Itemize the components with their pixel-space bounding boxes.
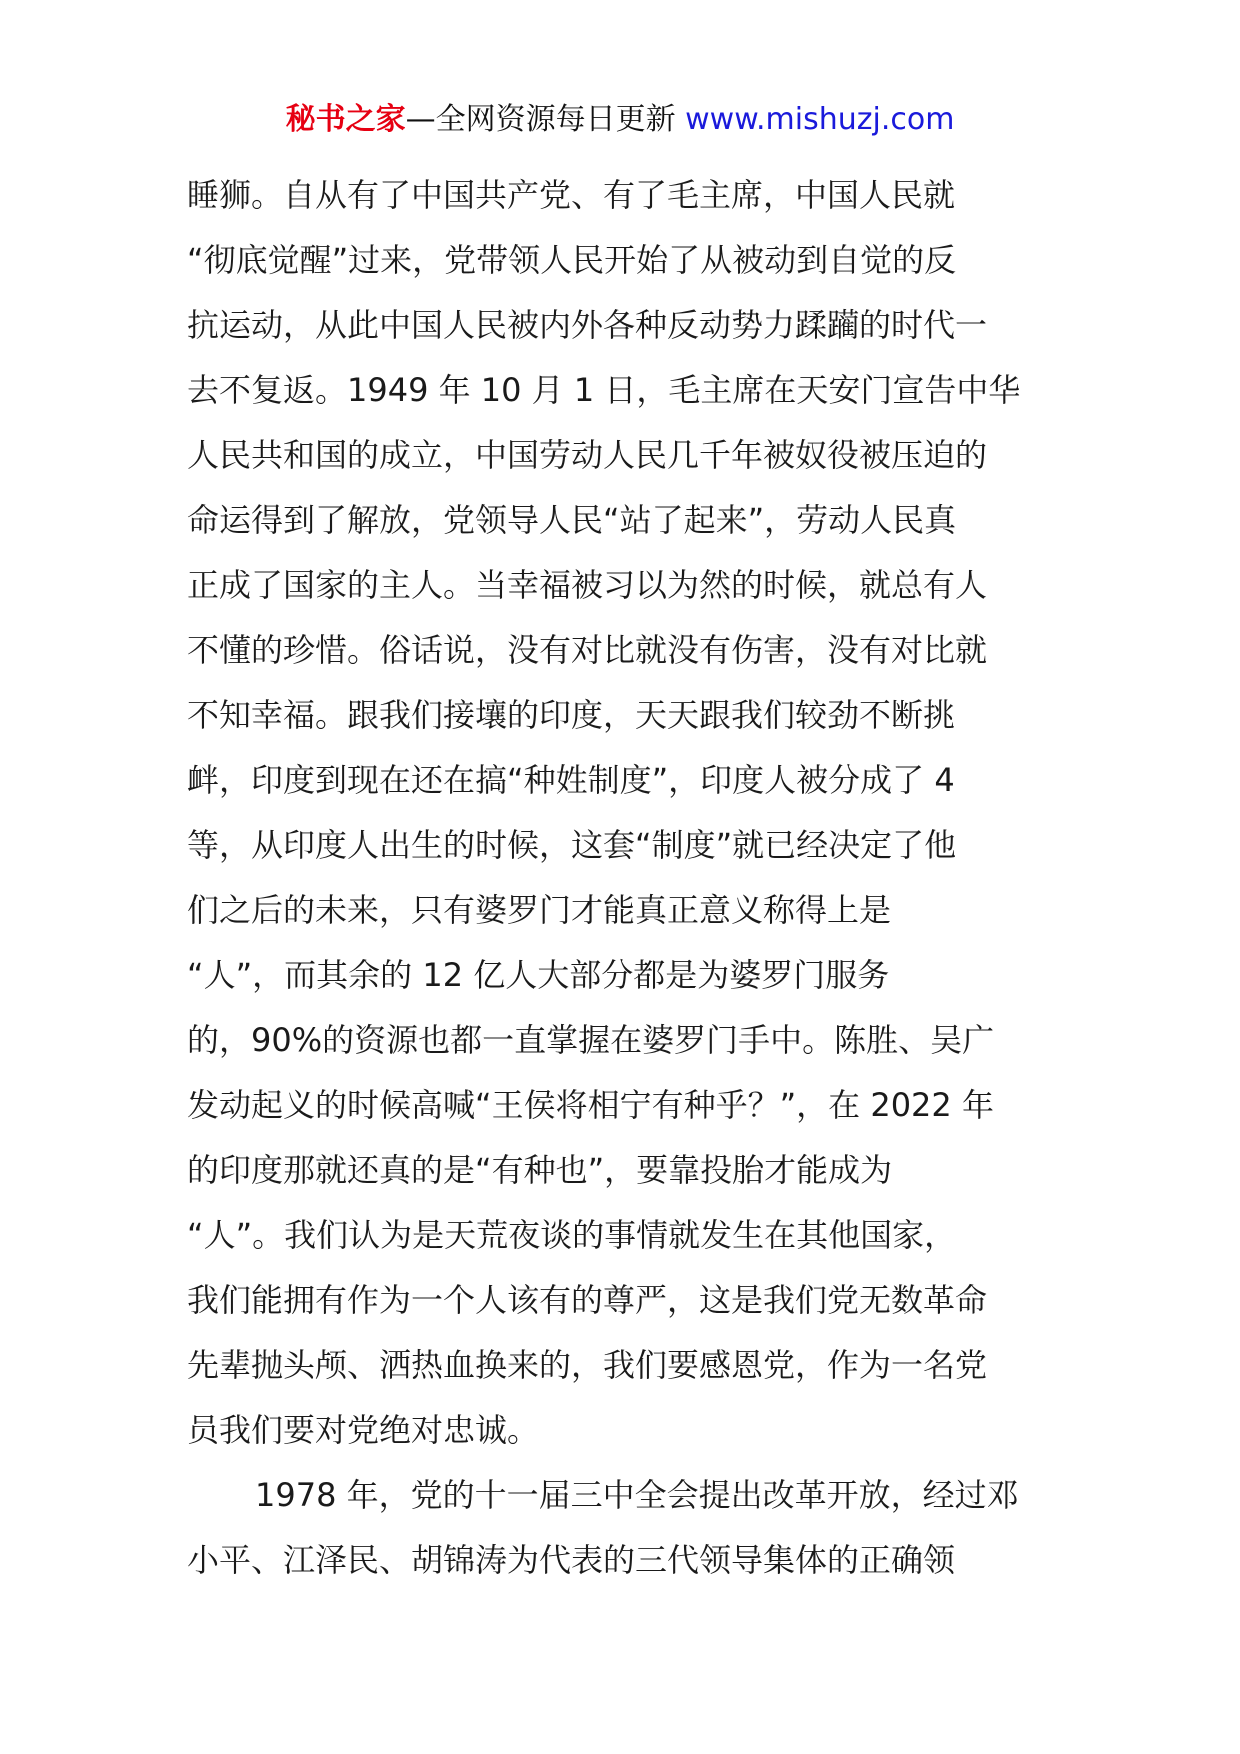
text-line: 的印度那就还真的是“有种也”，要靠投胎才能成为 <box>187 1151 893 1189</box>
text-line: 抗运动，从此中国人民被内外各种反动势力蹂躏的时代一 <box>187 306 988 344</box>
text-line: 不懂的珍惜。俗话说，没有对比就没有伤害，没有对比就 <box>187 631 988 669</box>
text-line: 人民共和国的成立，中国劳动人民几千年被奴役被压迫的 <box>187 436 988 474</box>
text-line: 不知幸福。跟我们接壤的印度，天天跟我们较劲不断挑 <box>187 696 956 734</box>
document-body <box>187 163 1057 1593</box>
text-line: 去不复返。1949 年 10 月 1 日，毛主席在天安门宣告中华 <box>187 371 1021 409</box>
text-line: 我们能拥有作为一个人该有的尊严，这是我们党无数革命 <box>187 1281 988 1319</box>
text-line: 小平、江泽民、胡锦涛为代表的三代领导集体的正确领 <box>187 1541 956 1579</box>
text-line: 员我们要对党绝对忠诚。 <box>187 1411 540 1449</box>
text-line: 正成了国家的主人。当幸福被习以为然的时候，就总有人 <box>187 566 988 604</box>
text-line: 等，从印度人出生的时候，这套“制度”就已经决定了他 <box>187 826 957 864</box>
text-line: 发动起义的时候高喊“王侯将相宁有种乎？”，在 2022 年 <box>187 1086 994 1124</box>
text-line: “彻底觉醒”过来，党带领人民开始了从被动到自觉的反 <box>187 241 957 279</box>
text-line: 命运得到了解放，党领导人民“站了起来”，劳动人民真 <box>187 501 957 539</box>
text-line: “人”，而其余的 12 亿人大部分都是为婆罗门服务 <box>187 956 890 994</box>
text-line: 睡狮。自从有了中国共产党、有了毛主席，中国人民就 <box>187 176 956 214</box>
paragraph-start-line: 1978 年，党的十一届三中全会提出改革开放，经过邓 <box>255 1476 1019 1514</box>
header-brand: 秘书之家 <box>285 102 406 137</box>
header-tagline: —全网资源每日更新 <box>405 102 686 137</box>
text-line: 的，90%的资源也都一直掌握在婆罗门手中。陈胜、吴广 <box>187 1021 995 1059</box>
text-line: “人”。我们认为是天荒夜谈的事情就发生在其他国家， <box>187 1216 957 1254</box>
text-line: 衅，印度到现在还在搞“种姓制度”，印度人被分成了 4 <box>187 761 955 799</box>
page-header <box>0 100 1240 140</box>
text-line: 们之后的未来，只有婆罗门才能真正意义称得上是 <box>187 891 892 929</box>
header-website-link[interactable]: www.mishuzj.com <box>685 102 955 137</box>
text-line: 先辈抛头颅、洒热血换来的，我们要感恩党，作为一名党 <box>187 1346 988 1384</box>
